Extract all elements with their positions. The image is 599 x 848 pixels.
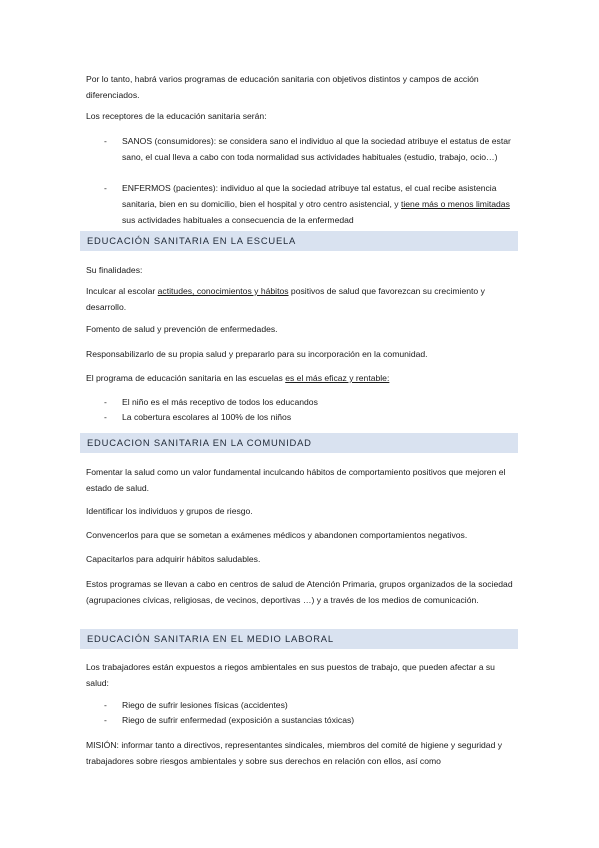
mision-paragraph: MISIÓN: informar tanto a directivos, representantes sindicales, miembros del comité de higiene y seguridad y trabajadores sobre riesgos ambientales y sobre sus derechos en relación con ellos, así como [86,740,503,766]
list-item-text: Riego de sufrir enfermedad (exposición a sustancias tóxicas) [122,715,355,725]
section-heading-laboral [80,629,518,649]
section-heading-escuela [80,231,518,251]
bullet-dash: - [104,183,107,193]
section-heading-text: EDUCACIÓN SANITARIA EN LA ESCUELA [87,235,297,246]
escuela-paragraph: Responsabilizarlo de su propia salud y prepararlo para su incorporación en la comunidad. [86,349,428,359]
list-item-text: La cobertura escolares al 100% de los niños [122,412,292,422]
bullet-dash: - [104,715,107,725]
list-item-text: SANOS (consumidores): se considera sano el individuo al que la sociedad atribuye el estatus de estar sano, el cual lleva a cabo con toda normalidad sus actividades habituales (estudio, trabajo, ocio…) [122,136,511,162]
escuela-paragraph: El programa de educación sanitaria en las escuelas es el más eficaz y rentable: [86,373,390,383]
comunidad-paragraph: Capacitarlos para adquirir hábitos saludables. [86,554,261,564]
intro-paragraph: Por lo tanto, habrá varios programas de educación sanitaria con objetivos distintos y campos de acción diferenciados. [86,74,479,100]
comunidad-paragraph: Convencerlos para que se sometan a exámenes médicos y abandonen comportamientos negativos. [86,530,468,540]
receptores-paragraph: Los receptores de la educación sanitaria serán: [86,111,267,121]
section-heading-comunidad [80,433,518,453]
list-item-text: El niño es el más receptivo de todos los educandos [122,397,318,407]
escuela-paragraph: Inculcar al escolar actitudes, conocimientos y hábitos positivos de salud que favorezcan su crecimiento y desarrollo. [86,286,485,312]
bullet-dash: - [104,412,107,422]
laboral-paragraph: Los trabajadores están expuestos a riegos ambientales en sus puestos de trabajo, que pueden afectar a su salud: [86,662,495,688]
bullet-dash: - [104,136,107,146]
comunidad-paragraph: Fomentar la salud como un valor fundamental inculcando hábitos de comportamiento positivos que mejoren el estado de salud. [86,467,506,493]
comunidad-paragraph: Identificar los individuos y grupos de riesgo. [86,506,253,516]
section-heading-text: EDUCACIÓN SANITARIA EN EL MEDIO LABORAL [87,633,334,644]
finalidades-label: Su finalidades: [86,265,143,275]
list-item-text: ENFERMOS (pacientes): individuo al que la sociedad atribuye tal estatus, el cual recibe asistencia sanitaria, bien en su domicilio, bien el hospital y otro centro asistencial, y tiene más o menos limitadas sus actividades habituales a consecuencia de la enfermedad [122,183,510,225]
bullet-dash: - [104,700,107,710]
escuela-paragraph: Fomento de salud y prevención de enfermedades. [86,324,278,334]
section-heading-text: EDUCACION SANITARIA EN LA COMUNIDAD [87,437,312,448]
comunidad-paragraph: Estos programas se llevan a cabo en centros de salud de Atención Primaria, grupos organizados de la sociedad (agrupaciones cívicas, religiosas, de vecinos, deportivas …) y a través de los medios de comunicación. [86,579,513,605]
list-item-text: Riego de sufrir lesiones físicas (accidentes) [122,700,288,710]
bullet-dash: - [104,397,107,407]
